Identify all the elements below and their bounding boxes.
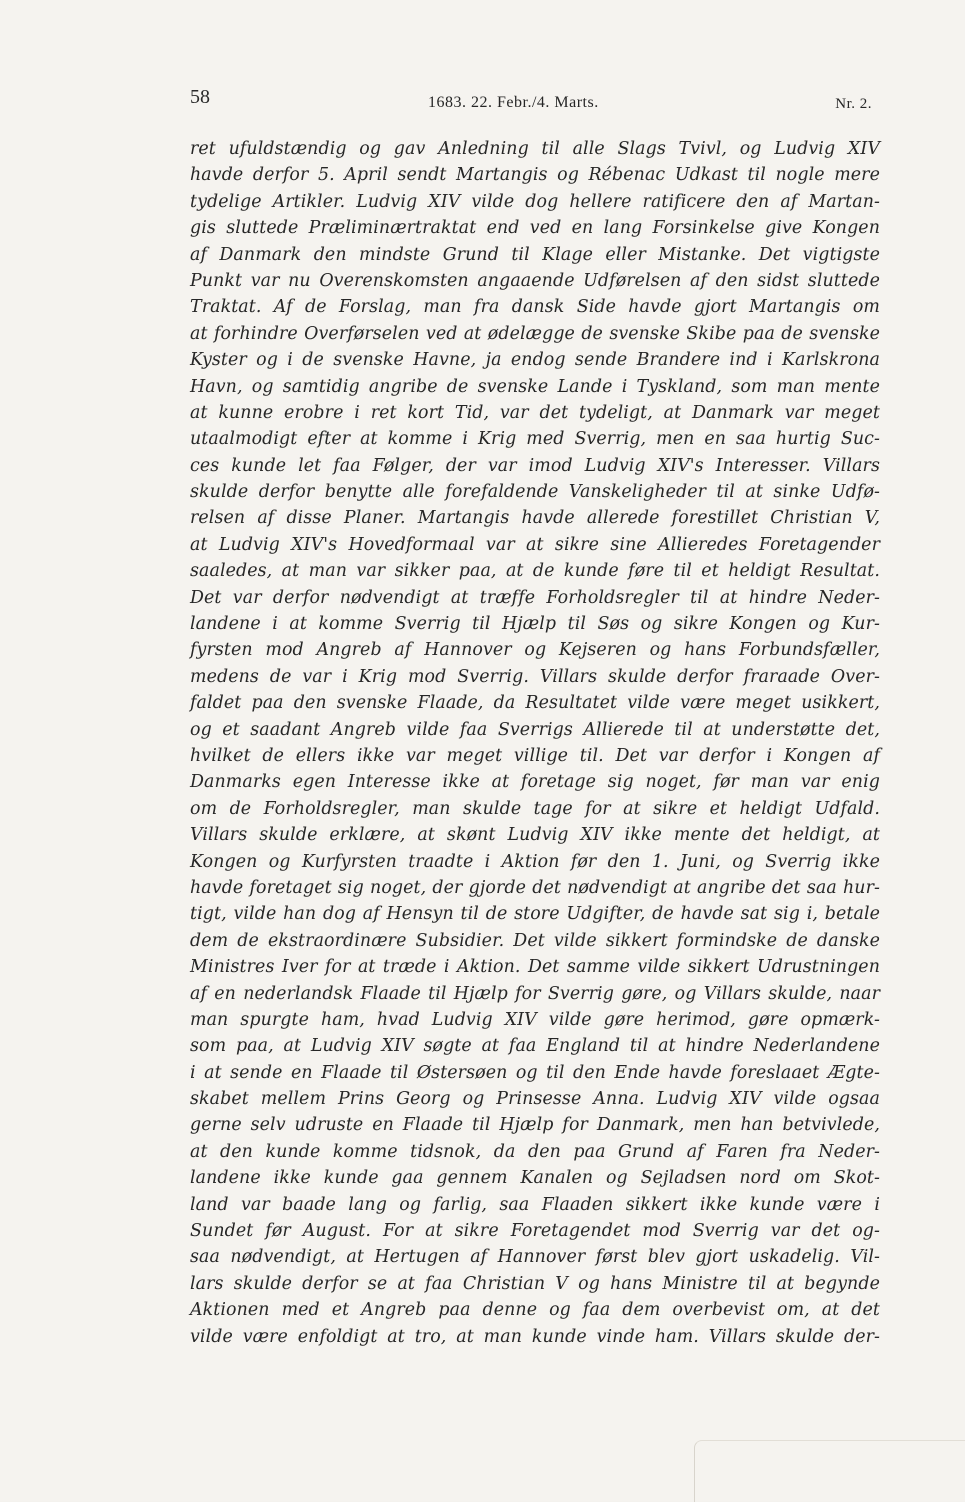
text-line: Danmarks egen Interesse ikke at foretage sig noget, før man var enig	[190, 772, 880, 793]
text-line: utaalmodigt efter at komme i Krig med Sverrig, men en saa hurtig Suc-	[190, 429, 880, 450]
page-header	[190, 86, 880, 116]
text-line: Ministres Iver for at træde i Aktion. Det samme vilde sikkert Udrustningen	[190, 957, 880, 978]
text-line: Kyster og i de svenske Havne, ja endog sende Brandere ind i Karlskrona	[190, 350, 880, 371]
text-line: at den kunde komme tidsnok, da den paa Grund af Faren fra Neder-	[190, 1141, 880, 1162]
text-line: af en nederlandsk Flaade til Hjælp for Sverrig gøre, og Villars skulde, naar	[190, 983, 880, 1004]
text-line: tydelige Artikler. Ludvig XIV vilde dog hellere ratificere den af Martan-	[190, 191, 880, 212]
document-number: Nr. 2.	[835, 96, 872, 112]
text-line: land var baade lang og farlig, saa Flaaden sikkert ikke kunde være i	[190, 1194, 880, 1215]
text-line: Punkt var nu Overenskomsten angaaende Udførelsen af den sidst sluttede	[190, 270, 880, 291]
text-line: at Ludvig XIV's Hovedformaal var at sikre sine Allieredes Foretagender	[190, 534, 880, 555]
text-line: havde foretaget sig noget, der gjorde det nødvendigt at angribe det saa hur-	[190, 877, 880, 898]
body-text	[190, 136, 880, 1350]
text-line: saaledes, at man var sikker paa, at de kunde føre til et heldigt Resultat.	[190, 561, 880, 582]
running-head: 1683. 22. Febr./4. Marts.	[428, 94, 599, 111]
text-line: Aktionen med et Angreb paa denne og faa dem overbevist om, at det	[190, 1300, 880, 1321]
text-line: skulde derfor benytte alle forefaldende Vanskeligheder til at sinke Udfø-	[190, 482, 880, 503]
text-line: Det var derfor nødvendigt at træffe Forholdsregler til at hindre Neder-	[190, 587, 880, 608]
text-line: Villars skulde erklære, at skønt Ludvig XIV ikke mente det heldigt, at	[190, 825, 880, 846]
text-line: saa nødvendigt, at Hertugen af Hannover først blev gjort uskadelig. Vil-	[190, 1247, 880, 1268]
text-line: gis sluttede Præliminærtraktat end ved en lang Forsinkelse give Kongen	[190, 218, 880, 239]
text-line: Sundet før August. For at sikre Foretagendet mod Sverrig var det og-	[190, 1221, 880, 1242]
text-line: som paa, at Ludvig XIV søgte at faa England til at hindre Nederlandene	[190, 1036, 880, 1057]
text-line: at kunne erobre i ret kort Tid, var det tydeligt, at Danmark var meget	[190, 402, 880, 423]
text-line: ces kunde let faa Følger, der var imod Ludvig XIV's Interesser. Villars	[190, 455, 880, 476]
text-line: gerne selv udruste en Flaade til Hjælp for Danmark, men han betvivlede,	[190, 1115, 880, 1136]
text-line: dem de ekstraordinære Subsidier. Det vilde sikkert formindske de danske	[190, 930, 880, 951]
text-line: Kongen og Kurfyrsten traadte i Aktion før den 1. Juni, og Sverrig ikke	[190, 851, 880, 872]
text-line: Traktat. Af de Forslag, man fra dansk Side havde gjort Martangis om	[190, 297, 880, 318]
text-line: i at sende en Flaade til Østersøen og til den Ende havde foreslaaet Ægte-	[190, 1062, 880, 1083]
text-line: af Danmark den mindste Grund til Klage eller Mistanke. Det vigtigste	[190, 244, 880, 265]
text-line: at forhindre Overførselen ved at ødelægge de svenske Skibe paa de svenske	[190, 323, 880, 344]
text-line: og et saadant Angreb vilde faa Sverrigs Allierede til at understøtte det,	[190, 719, 880, 740]
text-line: tigt, vilde han dog af Hensyn til de store Udgifter, de havde sat sig i, betale	[190, 904, 880, 925]
text-line: fyrsten mod Angreb af Hannover og Kejseren og hans Forbundsfæller,	[190, 640, 880, 661]
page-number: 58	[190, 86, 210, 108]
text-line: skabet mellem Prins Georg og Prinsesse Anna. Ludvig XIV vilde ogsaa	[190, 1089, 880, 1110]
text-line: vilde være enfoldigt at tro, at man kunde vinde ham. Villars skulde der-	[190, 1326, 880, 1347]
text-line: faldet paa den svenske Flaade, da Resultatet vilde være meget usikkert,	[190, 693, 880, 714]
text-line: landene ikke kunde gaa gennem Kanalen og Sejladsen nord om Skot-	[190, 1168, 880, 1189]
text-line: relsen af disse Planer. Martangis havde allerede forestillet Christian V,	[190, 508, 880, 529]
text-line: medens de var i Krig mod Sverrig. Villars skulde derfor fraraade Over-	[190, 666, 880, 687]
text-line: landene i at komme Sverrig til Hjælp til Søs og sikre Kongen og Kur-	[190, 614, 880, 635]
text-line: om de Forholdsregler, man skulde tage for at sikre et heldigt Udfald.	[190, 798, 880, 819]
text-line: lars skulde derfor se at faa Christian V og hans Ministre til at begynde	[190, 1273, 880, 1294]
text-line: Havn, og samtidig angribe de svenske Lande i Tyskland, som man mente	[190, 376, 880, 397]
text-line: man spurgte ham, hvad Ludvig XIV vilde gøre herimod, gøre opmærk-	[190, 1009, 880, 1030]
text-line: havde derfor 5. April sendt Martangis og Rébenac Udkast til nogle mere	[190, 165, 880, 186]
text-line: hvilket de ellers ikke var meget villige til. Det var derfor i Kongen af	[190, 745, 880, 766]
page-corner-mark	[694, 1440, 965, 1502]
text-line: ret ufuldstændig og gav Anledning til alle Slags Tvivl, og Ludvig XIV	[190, 139, 880, 159]
